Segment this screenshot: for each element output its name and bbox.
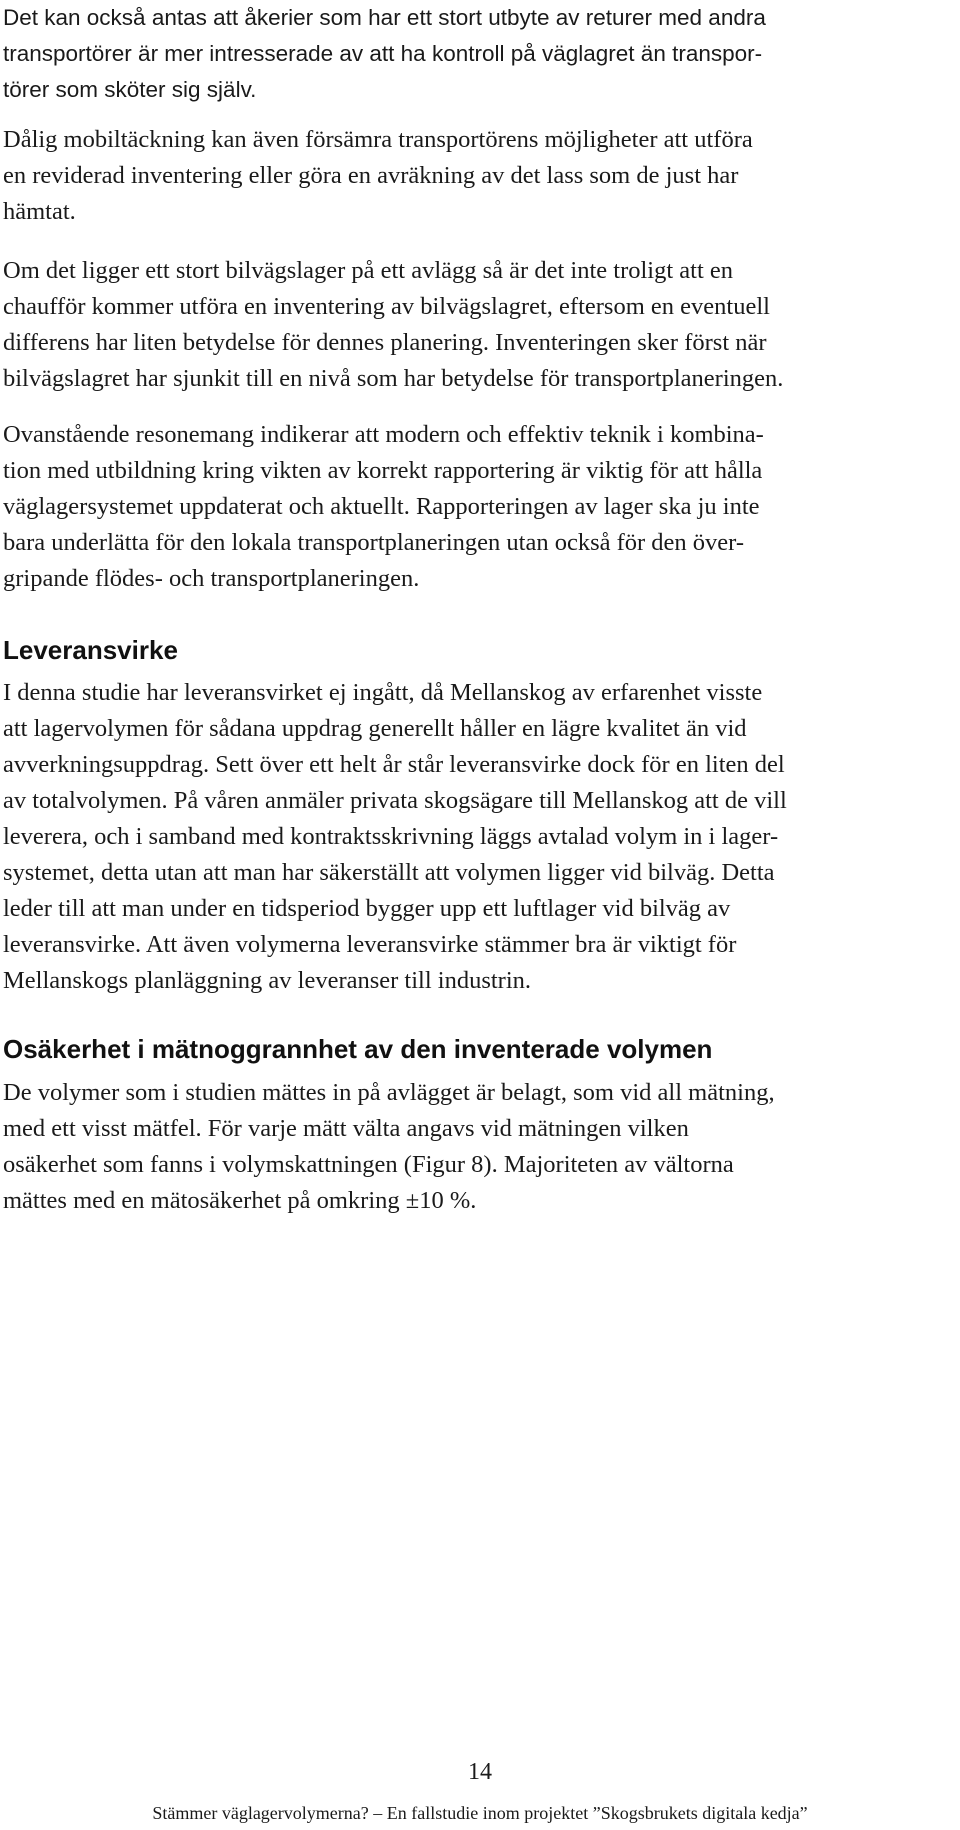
paragraph-resonemang [3, 417, 943, 597]
text-line: systemet, detta utan att man har säkerställt att volymen ligger vid bilväg. Detta [3, 859, 775, 886]
text-line: väglagersystemet uppdaterat och aktuellt. Rapporteringen av lager ska ju inte [3, 493, 760, 520]
text-line: en reviderad inventering eller göra en avräkning av det lass som de just har [3, 162, 739, 189]
section-heading-leveransvirke: Leveransvirke [3, 635, 178, 665]
text-line: transportörer är mer intresserade av att ha kontroll på väglagret än transpor- [3, 41, 763, 66]
paragraph-bilvagslager [3, 253, 943, 397]
section-heading-osakerhet: Osäkerhet i mätnoggrannhet av den inventerade volymen [3, 1034, 713, 1064]
text-line: leveransvirke. Att även volymerna leveransvirke stämmer bra är viktigt för [3, 931, 737, 958]
text-line: gripande flödes- och transportplaneringen. [3, 565, 420, 592]
text-line: tion med utbildning kring vikten av korrekt rapportering är viktig för att hålla [3, 457, 763, 484]
text-line: Dålig mobiltäckning kan även försämra transportörens möjligheter att utföra [3, 126, 753, 153]
text-line: differens har liten betydelse för dennes planering. Inventeringen sker först när [3, 329, 767, 356]
paragraph-osakerhet [3, 1075, 943, 1219]
text-line: leder till att man under en tidsperiod bygger upp ett luftlager vid bilväg av [3, 895, 731, 922]
page-number: 14 [468, 1759, 492, 1785]
running-footer: Stämmer väglagervolymerna? – En fallstudie inom projektet ”Skogsbrukets digitala kedja” [152, 1803, 808, 1823]
text-line: Mellanskogs planläggning av leveranser till industrin. [3, 967, 532, 994]
text-line: bara underlätta för den lokala transportplaneringen utan också för den över- [3, 529, 745, 556]
text-line: av totalvolymen. På våren anmäler privata skogsägare till Mellanskog att de vill [3, 787, 787, 814]
text-line: mättes med en mätosäkerhet på omkring ±10 %. [3, 1187, 477, 1214]
paragraph-returer [3, 0, 943, 108]
text-line: leverera, och i samband med kontraktsskrivning läggs avtalad volym in i lager- [3, 823, 779, 850]
text-line: törer som sköter sig själv. [3, 77, 257, 102]
text-line: chaufför kommer utföra en inventering av bilvägslagret, eftersom en eventuell [3, 293, 770, 320]
paragraph-leveransvirke [3, 675, 943, 999]
paragraph-mobiltackning [3, 122, 943, 230]
text-line: att lagervolymen för sådana uppdrag generellt håller en lägre kvalitet än vid [3, 715, 747, 742]
text-line: bilvägslagret har sjunkit till en nivå som har betydelse för transportplaneringen. [3, 365, 784, 392]
text-line: Ovanstående resonemang indikerar att modern och effektiv teknik i kombina- [3, 421, 764, 448]
text-line: osäkerhet som fanns i volymskattningen (Figur 8). Majoriteten av vältorna [3, 1151, 734, 1178]
text-line: Det kan också antas att åkerier som har ett stort utbyte av returer med andra [3, 5, 766, 30]
text-line: Om det ligger ett stort bilvägslager på ett avlägg så är det inte troligt att en [3, 257, 734, 284]
text-line: I denna studie har leveransvirket ej ingått, då Mellanskog av erfarenhet visste [3, 679, 763, 706]
text-line: hämtat. [3, 198, 76, 225]
text-line: med ett visst mätfel. För varje mätt välta angavs vid mätningen vilken [3, 1115, 689, 1142]
text-line: avverkningsuppdrag. Sett över ett helt år står leveransvirke dock för en liten del [3, 751, 785, 778]
text-line: De volymer som i studien mättes in på avlägget är belagt, som vid all mätning, [3, 1079, 775, 1106]
